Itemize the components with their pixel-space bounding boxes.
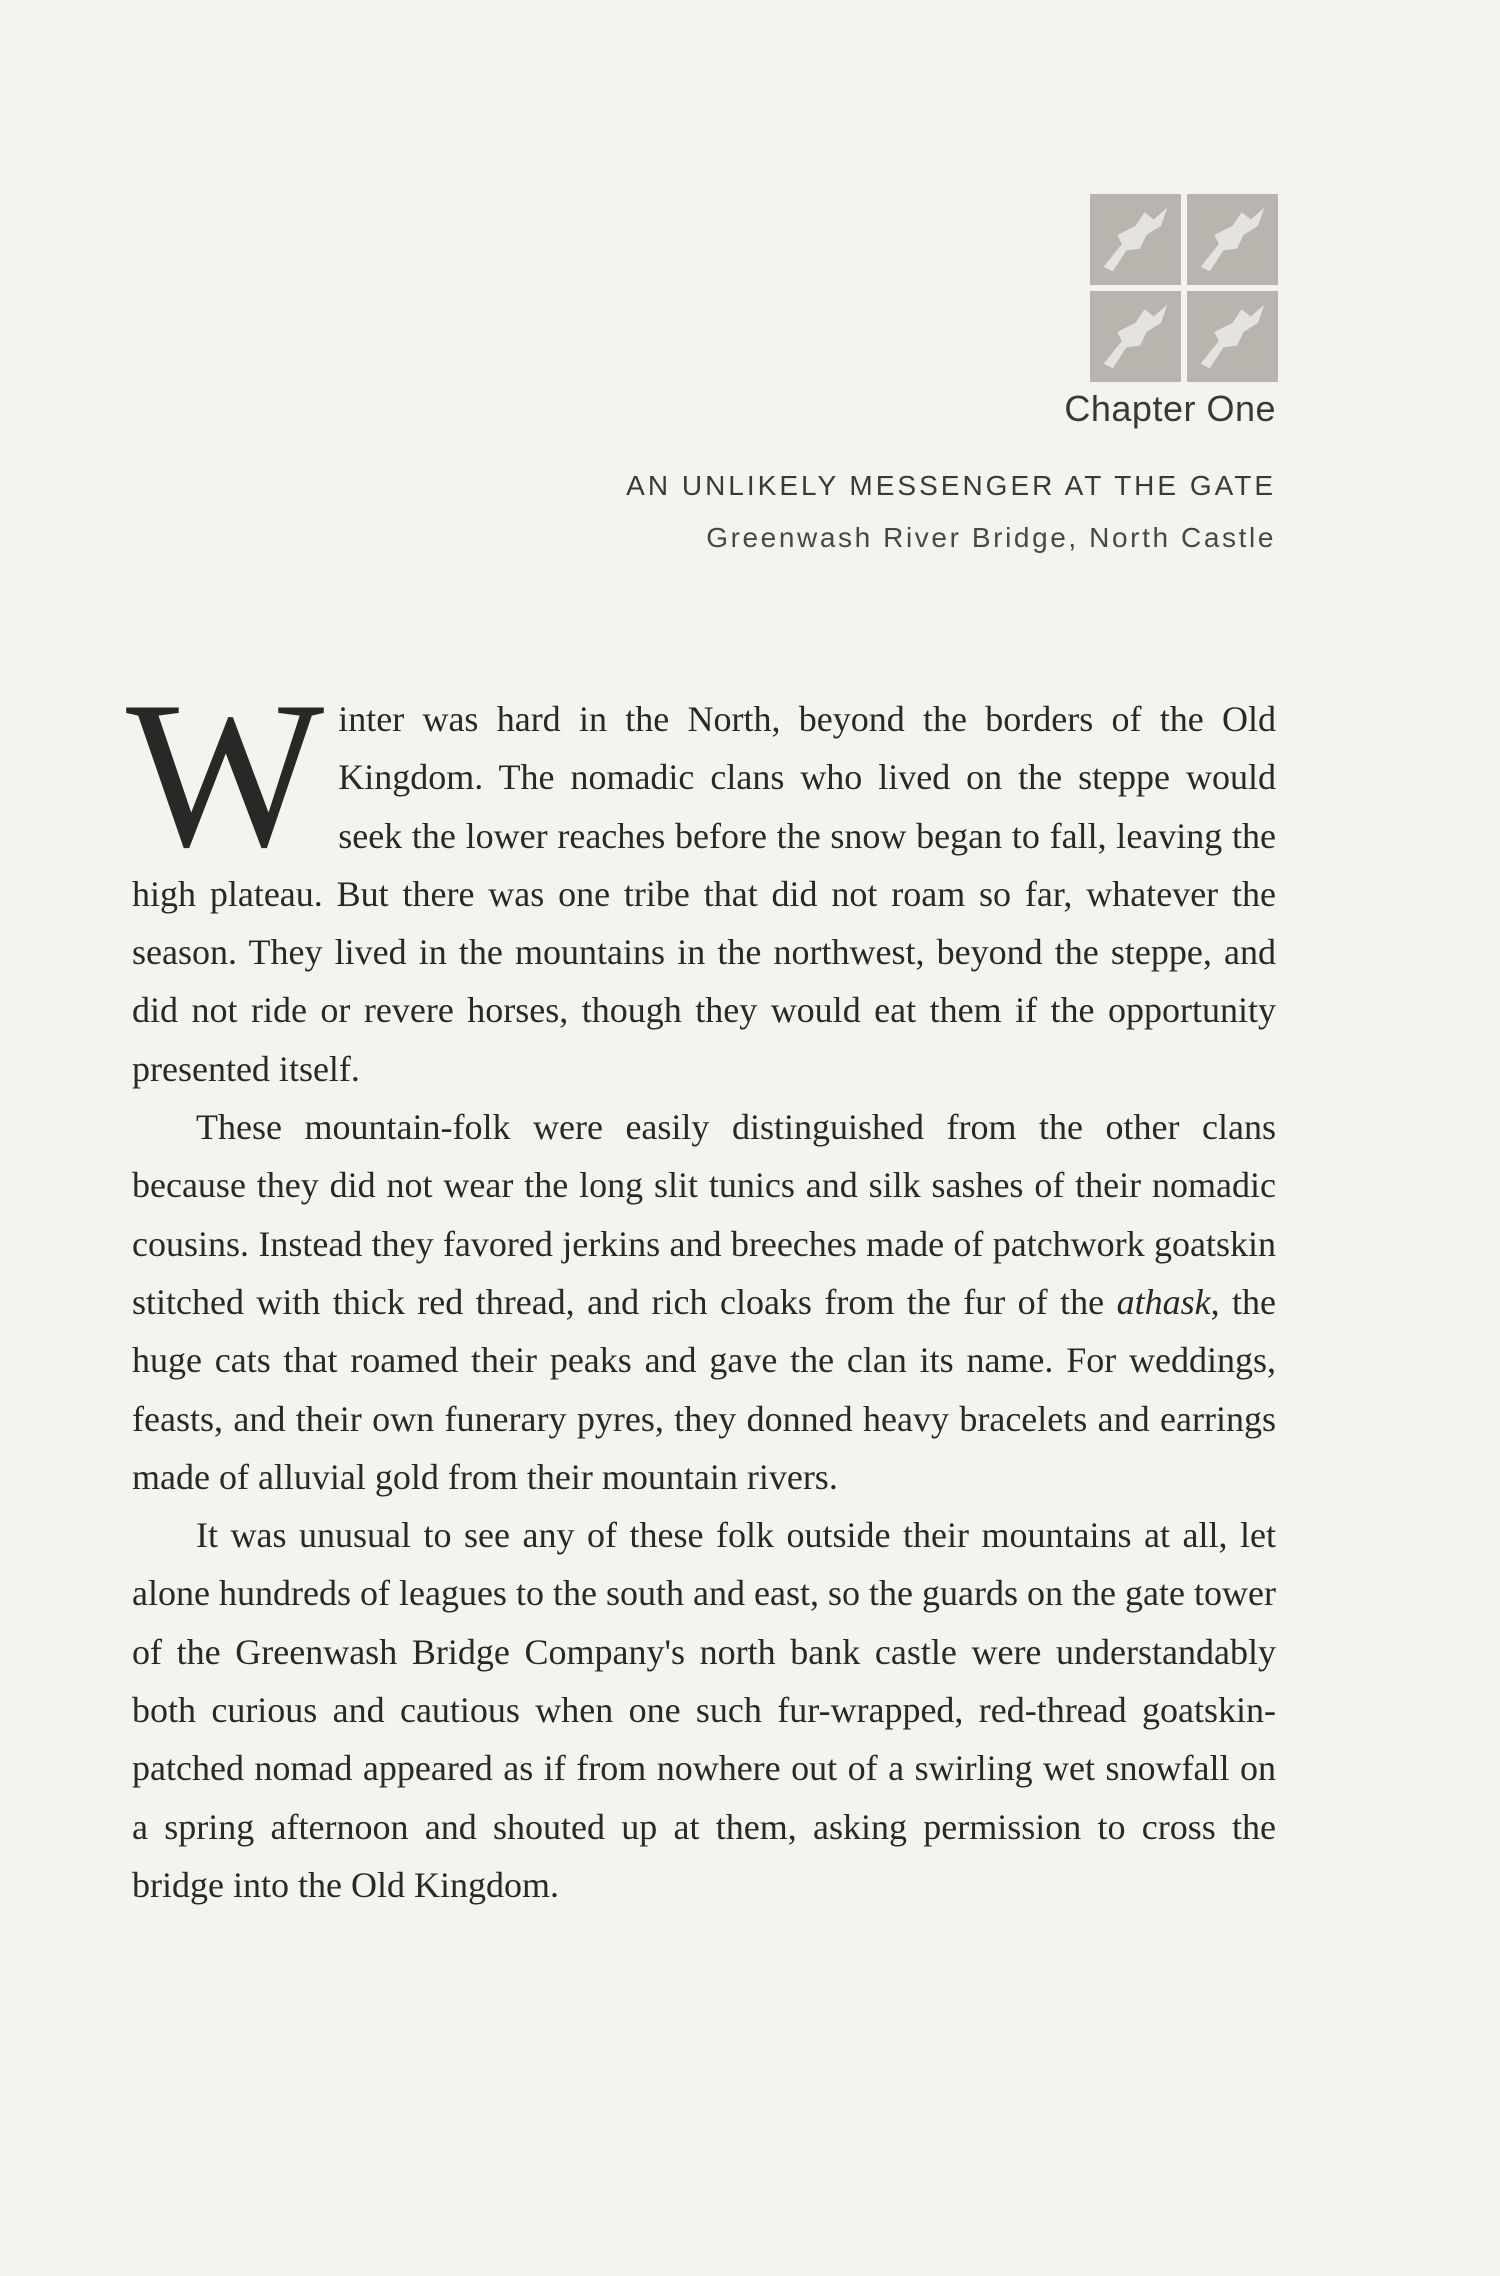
chapter-location: Greenwash River Bridge, North Castle: [706, 522, 1276, 553]
italic-term: athask: [1116, 1281, 1211, 1322]
paragraph: [132, 1098, 1276, 1506]
paragraph-text: It was unusual to see any of these folk outside their mountains at all, let alone hundreds of leagues to the south and east, so the guards on the gate tower of the Greenwash Bridge Company's north bank castle were understandably both curious and cautious when one such fur-wrapped, red-thread goatskin-patched nomad appeared as if from nowhere out of a swirling wet snowfall on a spring afternoon and shouted up at them, asking permission to cross the bridge into the Old Kingdom.: [132, 1515, 1276, 1905]
paragraph-text: , the huge cats that roamed their peaks and gave the clan its name. For weddings, feasts, and their own funerary pyres, they donned heavy bracelets and earrings made of alluvial gold from their mountain rivers.: [132, 1281, 1276, 1497]
drop-cap: W: [126, 659, 325, 891]
running-beast-ornament-icon: [1090, 194, 1278, 382]
paragraph-text: inter was hard in the North, beyond the borders of the Old Kingdom. The nomadic clans who lived on the steppe would seek the lower reaches before the snow began to fall, leaving the high plateau. But there was one tribe that did not roam so far, whatever the season. They lived in the mountains in the northwest, beyond the steppe, and did not ride or revere horses, though they would eat them if the opportunity presented itself.: [132, 699, 1276, 1089]
chapter-title: AN UNLIKELY MESSENGER AT THE GATE: [626, 470, 1276, 501]
ornament-tile: [1090, 291, 1181, 382]
ornament-tile: [1187, 194, 1278, 285]
paragraph-text: These mountain-folk were easily distinguished from the other clans because they did not wear the long slit tunics and silk sashes of their nomadic cousins. Instead they favored jerkins and breeches made of patchwork goatskin stitched with thick red thread, and rich cloaks from the fur of the: [132, 1107, 1276, 1322]
paragraph: [126, 659, 1276, 1098]
ornament-tile: [1090, 194, 1181, 285]
chapter-label: Chapter One: [1064, 388, 1276, 429]
paragraph: [132, 1506, 1276, 1914]
ornament-tile: [1187, 291, 1278, 382]
chapter-body: [126, 659, 1276, 1914]
